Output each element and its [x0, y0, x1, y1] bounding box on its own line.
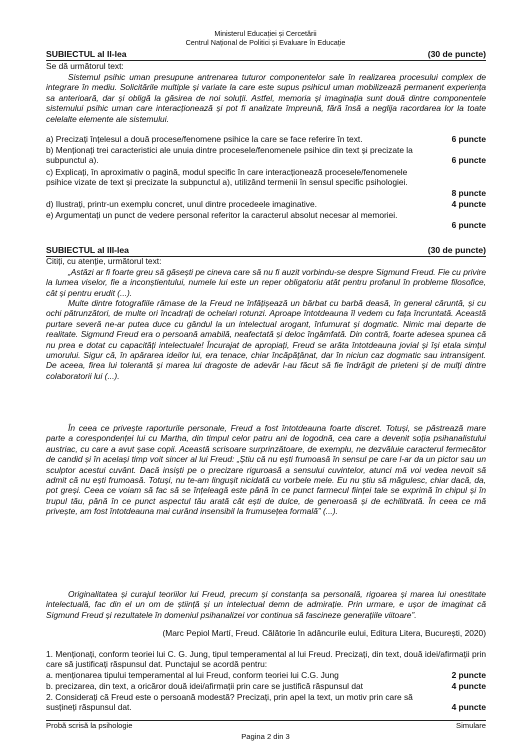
subject2-item-d [46, 199, 486, 209]
ministry-name: Ministerul Educației și Cercetării [214, 29, 317, 38]
item-c-text: c) Explicați, în aproximativ o pagină, modul specific în care interacționează procesele/fenomenele psihice vizate de text și precizate la subpunctul a), utilizând termenii în sensul specific psihologiei. [46, 167, 408, 188]
item-a-points: 6 puncte [451, 134, 486, 144]
source-citation: (Marc Pepiol Martí, Freud. Călătorie în adâncurile eului, Editura Litera, București, 2020) [162, 628, 486, 638]
center-name: Centrul Național de Politici și Evaluare în Educație [185, 37, 346, 47]
question-1: 1. Menționați, conform teoriei lui C. G. Jung, tipul temperamental al lui Freud. Precizați, din text, două idei/afirmații prin care să justificați răspunsul dat. Punctajul se acordă pentru: [46, 649, 486, 670]
subject2-item-e [46, 210, 486, 231]
subject3-para3: În ceea ce privește raporturile personale, Freud a fost întotdeauna foarte discret. Totuși, se păstrează mare parte a corespondenței lui cu Martha, din timpul celor patru ani de logodnă, cea care a devenit soția psihanalistului austriac, cu care a avut șase copii. Această scrisoare surprinzătoare, de exemplu, ne dezvăluie caracterul fermecător de candid și în același timp voit sincer al lui Freud: „Știu că nu ești frumoasă în sensul pe care l-ar da un pictor sau un sculptor acestui cuvânt. Dacă insiști pe o precizare riguroasă a sensului cuvintelor, atunci mă voi vedea nevoit să admit că nu ești frumoasă. Totuși, nu te-am lingușit nicidată cu vorbele mele. Eu nu știu să măgulesc, chiar dacă, da, pot greși. Ceea ce voiam să fac să se înțeleagă este până în ce punct farmecul ființei tale se exprimă în chipul și în trupul tău, până în ce punct aspectul tău arată cât ești de dulce, de generoasă și de echilibrată. În ceea ce mă privește, am fost întotdeauna mai curând insensibil la frumusețea formală” (...). [46, 423, 486, 517]
page-number: Pagina 2 din 3 [241, 732, 290, 741]
subject3-para2: Multe dintre fotografiile rămase de la Freud ne înfățișează un bărbat cu barbă deasă, în general căruntă, și cu ochi pătrunzători, de multe ori încadrați de ochelari rotunzi. Aproape întotdeauna îl vedem cu fața încruntată. Această purtare severă ne-ar putea duce cu gândul la un intelectual arogant, înfumurat și dogmatic. Nimic mai departe de realitate. Sigmund Freud era o persoană amabilă, neafectată și deloc îngâmfată. Din contră, foarte adesea spunea că nu prea e dotat cu capacități intelectuale! Încurajat de apropiați, Freud se arăta întotdeauna jovial și își etala simțul umorului. Sigur că, în apărarea ideilor lui, era tenace, chiar încăpățânat, dar în niciun caz dogmatic sau intransigent. De aceea, firea lui tolerantă și marea lui dragoste de adevăr l-au făcut să fie îndrăgit de prieteni și de mulți dintre colaboratorii lui (...). [46, 298, 486, 381]
item-d-points: 4 puncte [451, 199, 486, 209]
footer-exam-name: Probă scrisă la psihologie [46, 721, 133, 730]
item-e-points: 6 puncte [451, 220, 486, 231]
item-d-text: d) Ilustrați, printr-un exemplu concret, unul dintre procedeele imaginative. [46, 199, 317, 209]
subject2-intro: Se dă următorul text: [46, 61, 124, 71]
subject3-title: SUBIECTUL al III-lea [46, 245, 129, 255]
subject2-title-row [46, 49, 486, 60]
question-2 [46, 692, 486, 713]
q2-points: 4 puncte [451, 702, 486, 713]
q2-text: 2. Considerați că Freud este o persoană modestă? Precizați, prin apel la text, un motiv prin care să susțineți răspunsul dat. [46, 692, 413, 713]
item-a-text: a) Precizați înțelesul a două procese/fenomene psihice la care se face referire în text. [46, 134, 363, 144]
item-e-text: e) Argumentați un punct de vedere personal referitor la caracterul absolut necesar al memoriei. [46, 210, 398, 220]
footer-session: Simulare [456, 721, 486, 730]
subject2-quote: Sistemul psihic uman presupune antrenarea tuturor componentelor sale în realizarea procesului complex de integrare în mediu. Solicitările multiple și variate la care este supus psihicul uman mobilizează permanent experiența sa anterioară, dar și obligă la găsirea de noi soluții. Astfel, memoria și imaginația sunt două dintre componentele sistemului psihic uman care interacționează și pot fi analizate împreună, fără însă a neglija racordarea lor la toate celelalte elemente ale sistemului. [46, 72, 486, 124]
subject3-para1: „Astăzi ar fi foarte greu să găsești pe cineva care să nu fi auzit vorbindu-se despre Sigmund Freud. Fie cu privire la lumea viselor, fie a inconștientului, numele lui este un reper obligatoriu atât pentru profanul în probleme filosofice, cât și pentru erudit (...). [46, 267, 486, 298]
subject2-item-c [46, 167, 486, 198]
subject2-title: SUBIECTUL al II-lea [46, 49, 127, 59]
item-c-points: 8 puncte [451, 187, 486, 198]
q1a-points: 2 puncte [451, 670, 486, 680]
q1b-points: 4 puncte [451, 681, 486, 691]
q1a-text: a. menționarea tipului temperamental al lui Freud, conform teoriei lui C.G. Jung [46, 670, 339, 680]
subject2-points: (30 de puncte) [427, 49, 486, 59]
question-1b [46, 681, 486, 691]
subject3-para4: Originalitatea și curajul teoriilor lui Freud, precum și constanța sa personală, rigoarea și marea lui onestitate intelectuală, fac din el un om de știință și un intelectual demn de admirație. Prin urmare, e ușor de imaginat că Sigmund Freud și rezultatele în domeniul psihanalizei vor continua să fascineze generațiile viitoare”. [46, 589, 486, 620]
q1b-text: b. precizarea, din text, a oricăror două idei/afirmații prin care se justifică răspunsul dat [46, 681, 364, 691]
subject2-item-b [46, 145, 486, 166]
item-b-points: 6 puncte [451, 155, 486, 166]
subject3-intro: Citiți, cu atenție, următorul text: [46, 256, 162, 266]
subject3-title-row [46, 245, 486, 256]
item-b-text: b) Menționați trei caracteristici ale unuia dintre procesele/fenomenele psihice din text și precizate la subpunctul a). [46, 145, 413, 166]
subject2-item-a [46, 134, 486, 144]
question-1a [46, 670, 486, 680]
subject3-points: (30 de puncte) [427, 245, 486, 255]
